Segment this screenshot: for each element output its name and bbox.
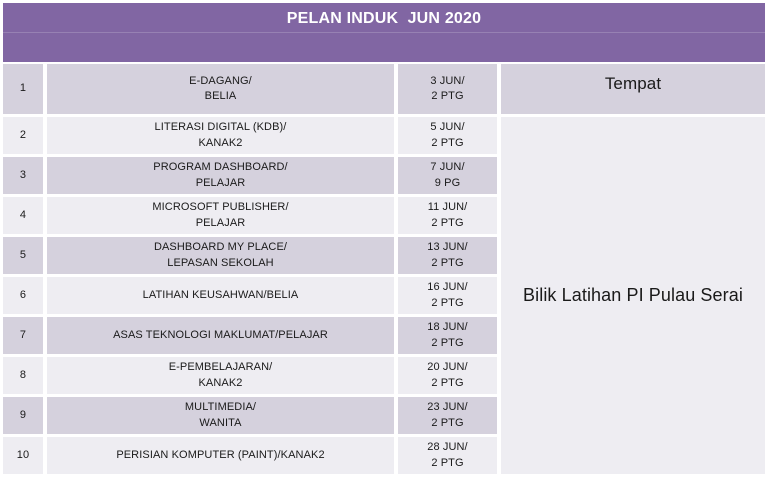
date-cell (398, 237, 497, 274)
row-number: 5 (19, 248, 27, 261)
slide-title-bar (3, 3, 765, 62)
program-line: MULTIMEDIA/ (184, 401, 257, 414)
date-line: 13 JUN/ (427, 241, 468, 254)
date-cell (398, 277, 497, 314)
row-number-cell (3, 357, 43, 394)
program-line: E-PEMBELAJARAN/ (168, 361, 273, 374)
tempat-header-label: Tempat (604, 74, 662, 93)
date-line: 9 PG (434, 176, 461, 189)
date-line: 11 JUN/ (427, 201, 468, 214)
program-cell (47, 64, 394, 114)
row-number: 1 (19, 82, 27, 95)
row-number: 4 (19, 208, 27, 221)
program-line: PERISIAN KOMPUTER (PAINT)/KANAK2 (116, 448, 325, 461)
program-line: PROGRAM DASHBOARD/ (153, 161, 288, 174)
date-line: 2 PTG (431, 256, 464, 269)
date-cell (398, 397, 497, 434)
date-line: 2 PTG (431, 336, 464, 349)
program-line: MICROSOFT PUBLISHER/ (152, 201, 289, 214)
row-number-cell (3, 64, 43, 114)
program-line: KANAK2 (198, 136, 243, 149)
program-cell (47, 357, 394, 394)
date-cell (398, 437, 497, 474)
date-cell (398, 64, 497, 114)
date-line: 2 PTG (431, 136, 464, 149)
program-cell (47, 317, 394, 354)
date-cell (398, 317, 497, 354)
date-line: 2 PTG (431, 216, 464, 229)
date-line: 28 JUN/ (427, 441, 468, 454)
program-line: KANAK2 (198, 376, 243, 389)
row-number: 10 (16, 448, 30, 461)
row-number: 9 (19, 408, 27, 421)
program-cell (47, 397, 394, 434)
program-line: LEPASAN SEKOLAH (167, 256, 274, 269)
tempat-value: Bilik Latihan PI Pulau Serai (523, 284, 743, 305)
program-line: LATIHAN KEUSAHWAN/BELIA (142, 288, 299, 301)
date-line: 3 JUN/ (430, 74, 465, 87)
row-number-cell (3, 157, 43, 194)
program-line: LITERASI DIGITAL (KDB)/ (154, 121, 287, 134)
date-line: 20 JUN/ (427, 361, 468, 374)
program-line: E-DAGANG/ (189, 74, 252, 87)
schedule-table (3, 64, 765, 474)
date-line: 5 JUN/ (430, 121, 465, 134)
slide-title: PELAN INDUK JUN 2020 (286, 10, 482, 27)
program-cell (47, 277, 394, 314)
date-line: 2 PTG (431, 90, 464, 102)
date-cell (398, 117, 497, 154)
row-number: 8 (19, 368, 27, 381)
program-line: PELAJAR (195, 176, 246, 189)
row-number: 7 (19, 328, 27, 341)
date-line: 16 JUN/ (427, 281, 468, 294)
date-cell (398, 157, 497, 194)
program-cell (47, 157, 394, 194)
date-line: 23 JUN/ (427, 401, 468, 414)
program-line: ASAS TEKNOLOGI MAKLUMAT/PELAJAR (113, 328, 328, 341)
program-line: BELIA (204, 90, 237, 102)
program-line: PELAJAR (195, 216, 246, 229)
row-number-cell (3, 197, 43, 234)
row-number-cell (3, 437, 43, 474)
date-line: 2 PTG (431, 296, 464, 309)
tempat-header-cell (501, 64, 765, 114)
row-number: 3 (19, 168, 27, 181)
row-number: 2 (19, 128, 27, 141)
row-number-cell (3, 317, 43, 354)
date-line: 7 JUN/ (430, 161, 465, 174)
row-number-cell (3, 397, 43, 434)
tempat-value-cell (501, 117, 765, 474)
date-line: 2 PTG (431, 456, 464, 469)
row-number-cell (3, 237, 43, 274)
date-line: 18 JUN/ (427, 321, 468, 334)
row-number-cell (3, 117, 43, 154)
program-cell (47, 117, 394, 154)
program-cell (47, 437, 394, 474)
program-cell (47, 197, 394, 234)
date-line: 2 PTG (431, 376, 464, 389)
row-number: 6 (19, 288, 27, 301)
date-cell (398, 197, 497, 234)
program-cell (47, 237, 394, 274)
row-number-cell (3, 277, 43, 314)
program-line: WANITA (199, 416, 242, 429)
program-line: DASHBOARD MY PLACE/ (153, 241, 288, 254)
date-line: 2 PTG (431, 416, 464, 429)
date-cell (398, 357, 497, 394)
